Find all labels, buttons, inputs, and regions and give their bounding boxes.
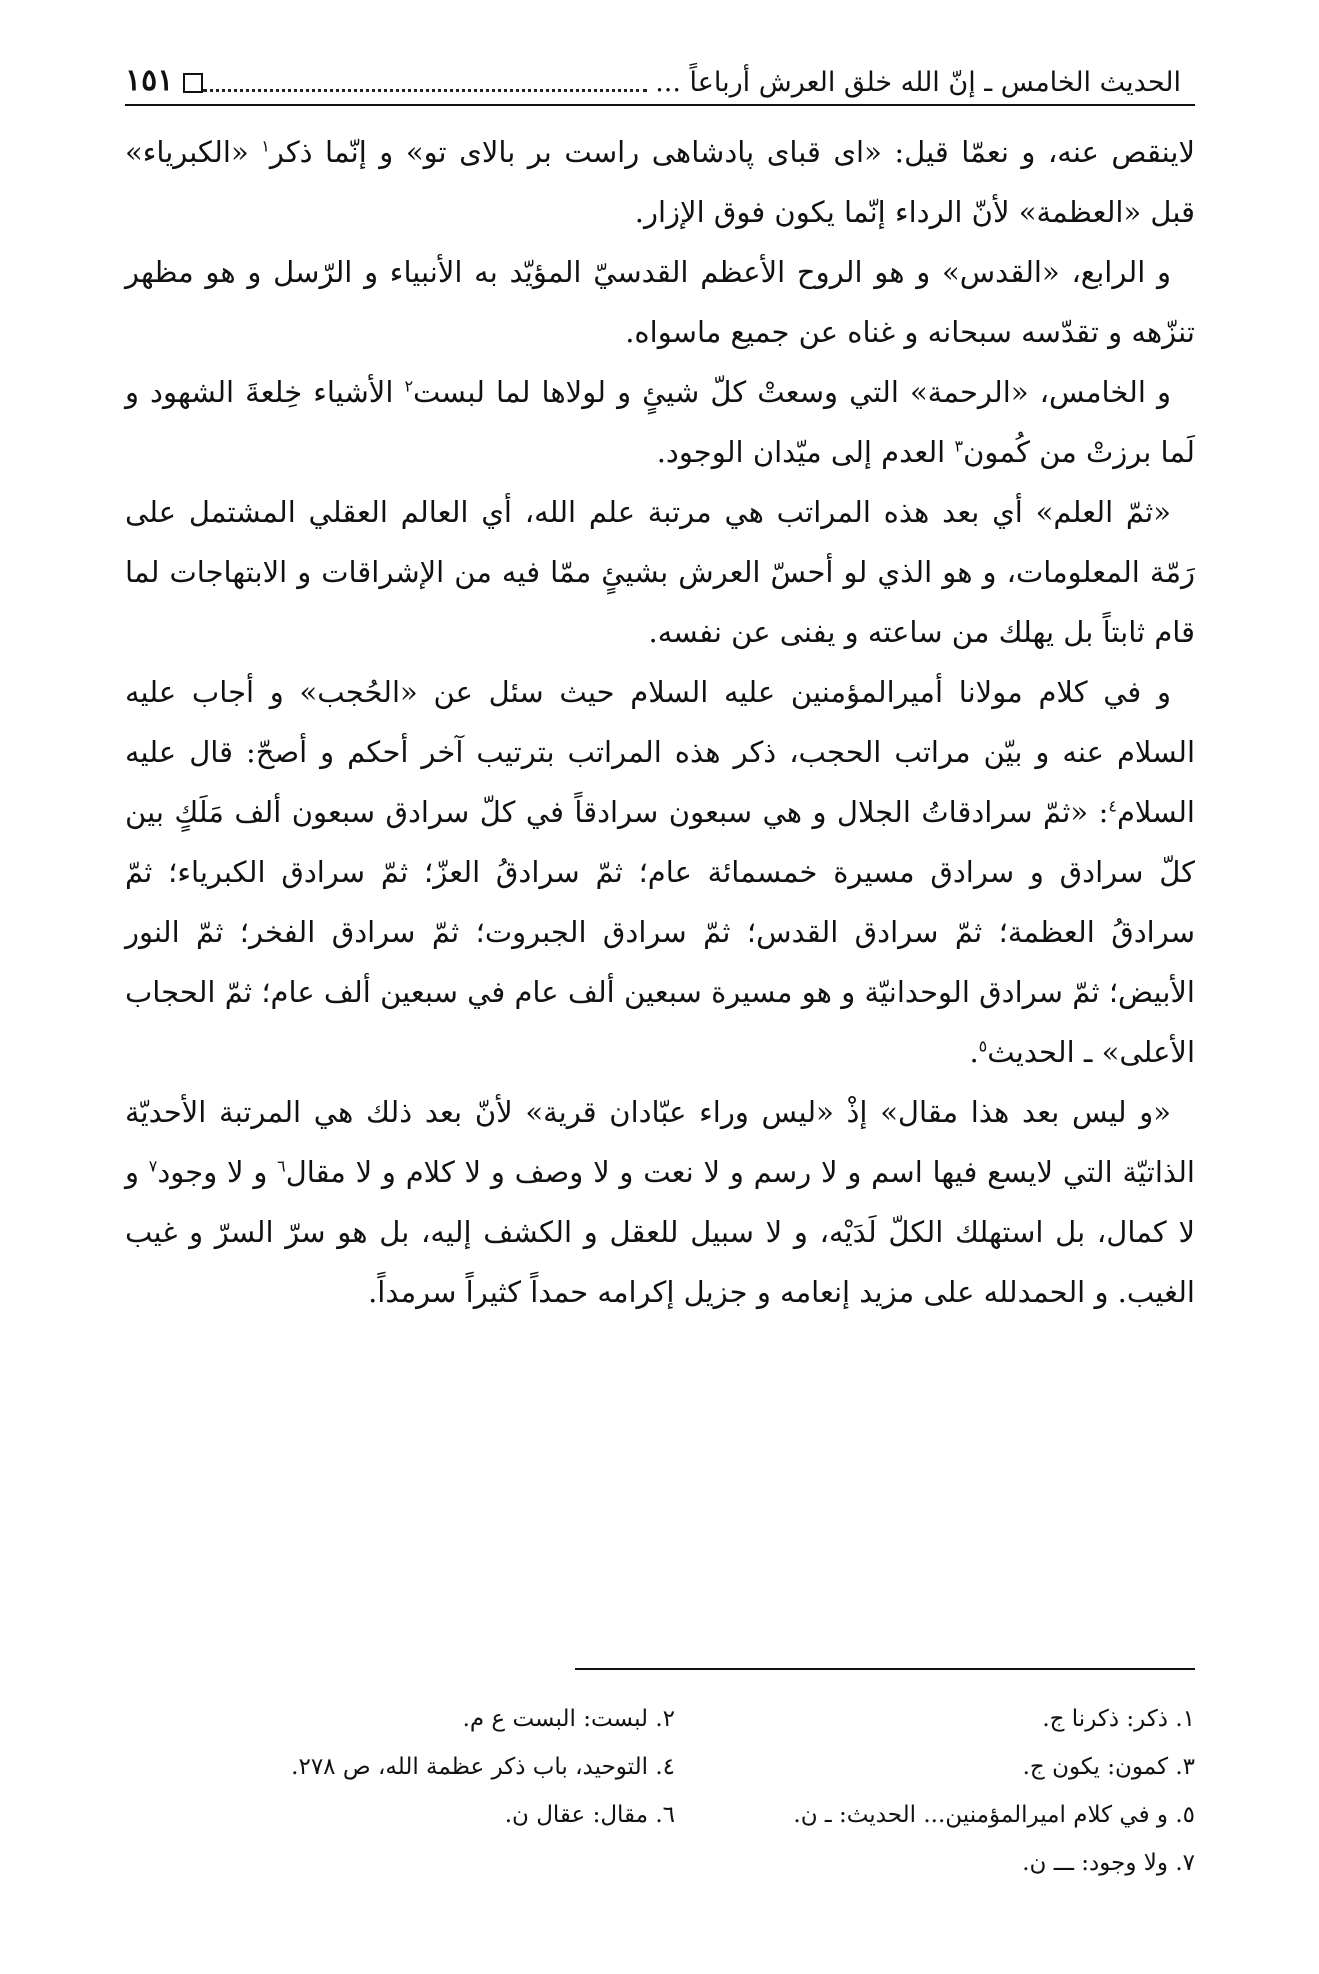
footnote-ref: ٣: [954, 436, 964, 456]
running-header: [125, 40, 1195, 98]
footnote-ref: ١: [261, 136, 270, 156]
footnote: ٥. و في كلام اميرالمؤمنين... الحديث: ـ ن.: [793, 1802, 1195, 1828]
footnote: ٧. ولا وجود: ـــ ن.: [1022, 1850, 1195, 1876]
footnote: ٤. التوحيد، باب ذكر عظمة الله، ص ٢٧٨.: [291, 1754, 675, 1780]
footnote-row: [125, 1743, 1195, 1791]
footnote: ٣. كمون: يكون ج.: [1022, 1754, 1195, 1780]
footnote-ref: ٥: [978, 1036, 988, 1056]
footnote: ٢. لبست: البست ع م.: [462, 1706, 675, 1732]
header-rule: [125, 104, 1195, 106]
body-text: [125, 122, 1195, 1322]
footnotes: [125, 1695, 1195, 1887]
footnote-row: [125, 1695, 1195, 1743]
running-title-group: [203, 67, 1195, 98]
footnote-ref: ٤: [1108, 796, 1117, 816]
square-icon: [183, 73, 203, 93]
paragraph-1: لاينقص عنه، و نعمّا قيل: «اى قباى پادشاهى راست بر بالاى تو» و إنّما ذكر$^١$ «الكبرياء» قبل «العظمة» لأنّ الرداء إنّما يكون فوق الإزار.: [125, 135, 1195, 229]
footnote-ref: ٦: [277, 1156, 286, 1176]
footnote: ٦. مقال: عقال ن.: [504, 1802, 675, 1828]
footnote: ١. ذكر: ذكرنا ج.: [1042, 1706, 1195, 1732]
paragraph-4: «ثمّ العلم» أي بعد هذه المراتب هي مرتبة علم الله، أي العالم العقلي المشتمل على رَمّة المعلومات، و هو الذي لو أحسّ العرش بشيئٍ ممّا فيه من الإشراقات و الابتهاجات لما قام ثابتاً بل يهلك من ساعته و يفنى عن نفسه.: [125, 495, 1195, 649]
page-number: ١٥١: [125, 63, 174, 98]
paragraph-3: و الخامس، «الرحمة» التي وسعتْ كلّ شيئٍ و لولاها لما لبست$^٢$ الأشياء خِلعةَ الشهود و لَما برزتْ من كُمون$^٣$ العدم إلى ميّدان الوجود.: [125, 375, 1195, 469]
footnote-row: [125, 1839, 1195, 1887]
footnote-ref: ٢: [404, 376, 414, 396]
footnote-ref: ٧: [148, 1156, 158, 1176]
book-page: [125, 40, 1195, 1940]
running-title: الحديث الخامس ـ إنّ الله خلق العرش أرباعاً ...: [655, 67, 1181, 98]
leader-dots: [203, 81, 647, 92]
footnote-rule: [575, 1668, 1195, 1670]
paragraph-6: «و ليس بعد هذا مقال» إذْ «ليس وراء عبّادان قرية» لأنّ بعد ذلك هي المرتبة الأحديّة الذاتيّة التي لايسع فيها اسم و لا رسم و لا نعت و لا وصف و لا كلام و لا مقال$^٦$ و لا وجود$^٧$ و لا كمال، بل استهلك الكلّ لَدَيْه، و لا سبيل للعقل و الكشف إليه، بل هو سرّ السرّ و غيب الغيب. و الحمدلله على مزيد إنعامه و جزيل إكرامه حمداً كثيراً سرمداً.: [125, 1095, 1195, 1309]
footnote-row: [125, 1791, 1195, 1839]
paragraph-5: و في كلام مولانا أميرالمؤمنين عليه السلام حيث سئل عن «الحُجب» و أجاب عليه السلام عنه و بيّن مراتب الحجب، ذكر هذه المراتب بترتيب آخر أحكم و أصحّ: قال عليه السلام$^٤$: «ثمّ سرادقاتُ الجلال و هي سبعون سرادقاً في كلّ سرادق سبعون ألف مَلَكٍ بين كلّ سرادق و سرادق مسيرة خمسمائة عام؛ ثمّ سرادقُ العزّ؛ ثمّ سرادق الكبرياء؛ ثمّ سرادقُ العظمة؛ ثمّ سرادق القدس؛ ثمّ سرادق الجبروت؛ ثمّ سرادق الفخر؛ ثمّ النور الأبيض؛ ثمّ سرادق الوحدانيّة و هو مسيرة سبعين ألف عام في سبعين ألف عام؛ ثمّ الحجاب الأعلى» ـ الحديث$^٥$.: [125, 675, 1195, 1069]
paragraph-2: و الرابع، «القدس» و هو الروح الأعظم القدسيّ المؤيّد به الأنبياء و الرّسل و هو مظهر تنزّهه و تقدّسه سبحانه و غناه عن جميع ماسواه.: [125, 255, 1195, 349]
page-number-group: [125, 63, 203, 98]
